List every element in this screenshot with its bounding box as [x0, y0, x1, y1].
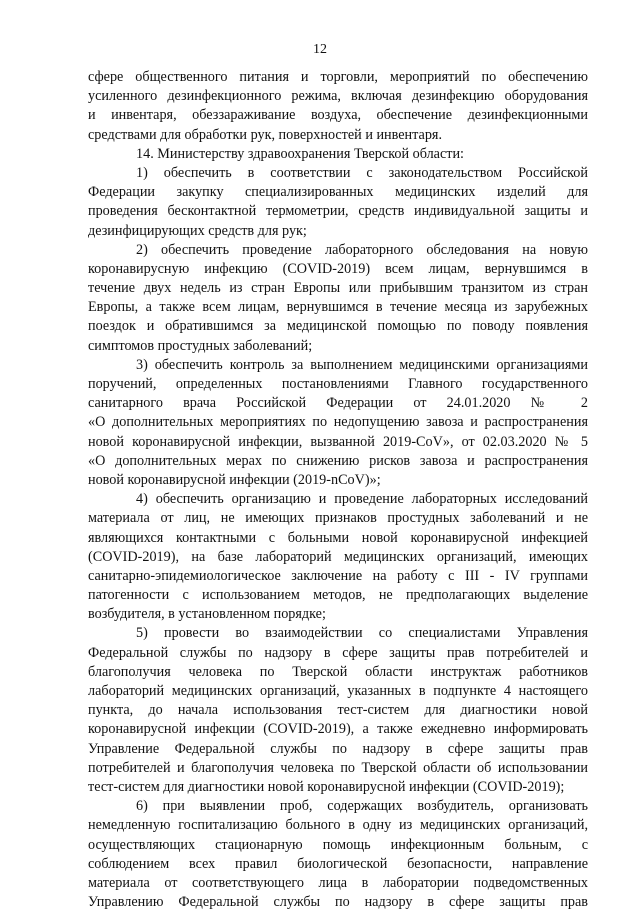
text-line: проведения бесконтактной термометрии, средств индивидуальной защиты и — [88, 203, 588, 220]
paragraph — [88, 624, 588, 797]
text-line: пункта, до начала использования тест-систем для диагностики новой — [88, 702, 588, 719]
text-line: 5) провести во взаимодействии со специалистами Управления — [136, 625, 588, 642]
text-line: «О дополнительных мероприятиях по недопущению завоза и распространения — [88, 414, 588, 431]
text-line: Федерации закупку специализированных медицинских изделий для — [88, 184, 588, 201]
text-line: немедленную госпитализацию больного в одну из медицинских организаций, — [88, 817, 588, 834]
paragraph — [88, 164, 588, 241]
text-line: Управлению Федеральной службы по надзору в сфере защиты прав — [88, 894, 588, 911]
text-line: (COVID-2019), на базе лабораторий медицинских организаций, имеющих — [88, 548, 588, 565]
text-line: осуществляющих стационарную помощь инфекционным больным, с — [88, 836, 588, 853]
text-line: патогенности с использованием методов, не предполагающих выделение — [88, 587, 588, 604]
text-line: тест-систем для диагностики новой коронавирусной инфекции (COVID-2019); — [88, 778, 565, 795]
text-line: коронавирусную инфекцию (COVID-2019) всем лицам, вернувшимся в — [88, 260, 588, 277]
text-line: поездок и обратившимся за медицинской помощью по поводу появления — [88, 318, 588, 335]
text-line: коронавирусной инфекции (COVID-2019), а также ежедневно информировать — [88, 721, 588, 738]
text-line: 1) обеспечить в соответствии с законодательством Российской — [136, 164, 588, 181]
text-line: Федеральной службы по надзору в сфере защиты прав потребителей и — [88, 644, 588, 661]
text-line: 3) обеспечить контроль за выполнением медицинскими организациями — [136, 356, 588, 373]
text-line: течение двух недель из стран Европы или прибывшим транзитом из стран — [88, 280, 588, 297]
text-line: санитарно-эпидемиологическое заключение на работу с III - IV группами — [88, 567, 588, 584]
text-line: усиленного дезинфекционного режима, включая дезинфекцию оборудования — [88, 88, 588, 105]
paragraph — [88, 356, 588, 490]
text-line: материала от лиц, не имеющих признаков простудных заболеваний и не — [88, 510, 588, 527]
document-body — [88, 68, 588, 912]
page-number: 12 — [313, 42, 327, 57]
text-line: Управление Федеральной службы по надзору в сфере защиты прав — [88, 740, 588, 757]
text-line: 6) при выявлении проб, содержащих возбудитель, организовать — [136, 798, 588, 815]
paragraph — [88, 490, 588, 624]
text-line: поручений, определенных постановлениями Главного государственного — [88, 376, 588, 392]
text-line: дезинфицирующих средств для рук; — [88, 222, 307, 239]
text-line: являющихся контактными с больными новой коронавирусной инфекцией — [88, 529, 588, 546]
text-line: благополучия человека по Тверской области инструктаж работников — [88, 663, 588, 680]
text-line: 14. Министерству здравоохранения Тверской области: — [136, 145, 464, 162]
text-line: «О дополнительных мерах по снижению рисков завоза и распространения — [88, 452, 588, 469]
text-line: возбудителя, в установленном порядке; — [88, 606, 326, 623]
paragraph — [88, 68, 588, 145]
paragraph — [88, 241, 588, 356]
paragraph — [88, 797, 588, 912]
text-line: новой коронавирусной инфекции, вызванной 2019-CoV», от 02.03.2020 № 5 — [88, 433, 588, 450]
text-line: потребителей и благополучия человека по Тверской области об использовании — [88, 759, 588, 776]
text-line: сфере общественного питания и торговли, мероприятий по обеспечению — [88, 69, 588, 85]
paragraph — [88, 145, 588, 164]
text-line: Европы, а также всем лицам, вернувшимся в течение месяца из зарубежных — [88, 299, 588, 316]
text-line: 2) обеспечить проведение лабораторного обследования на новую — [136, 241, 588, 258]
text-line: соблюдением всех правил биологической безопасности, направление — [88, 855, 588, 872]
text-line: средствами для обработки рук, поверхностей и инвентаря. — [88, 126, 442, 143]
text-line: 4) обеспечить организацию и проведение лабораторных исследований — [136, 491, 588, 508]
text-line: материала от соответствующего лица в лаборатории подведомственных — [88, 874, 588, 891]
text-line: новой коронавирусной инфекции (2019-nCoV)»; — [88, 471, 381, 488]
text-line: симптомов простудных заболеваний; — [88, 337, 313, 354]
text-line: санитарного врача Российской Федерации от 24.01.2020 № 2 — [88, 395, 588, 412]
text-line: и инвентаря, обеззараживание воздуха, обеспечение дезинфекционными — [88, 107, 588, 124]
text-line: лабораторий медицинских организаций, указанных в подпункте 4 настоящего — [88, 683, 588, 699]
